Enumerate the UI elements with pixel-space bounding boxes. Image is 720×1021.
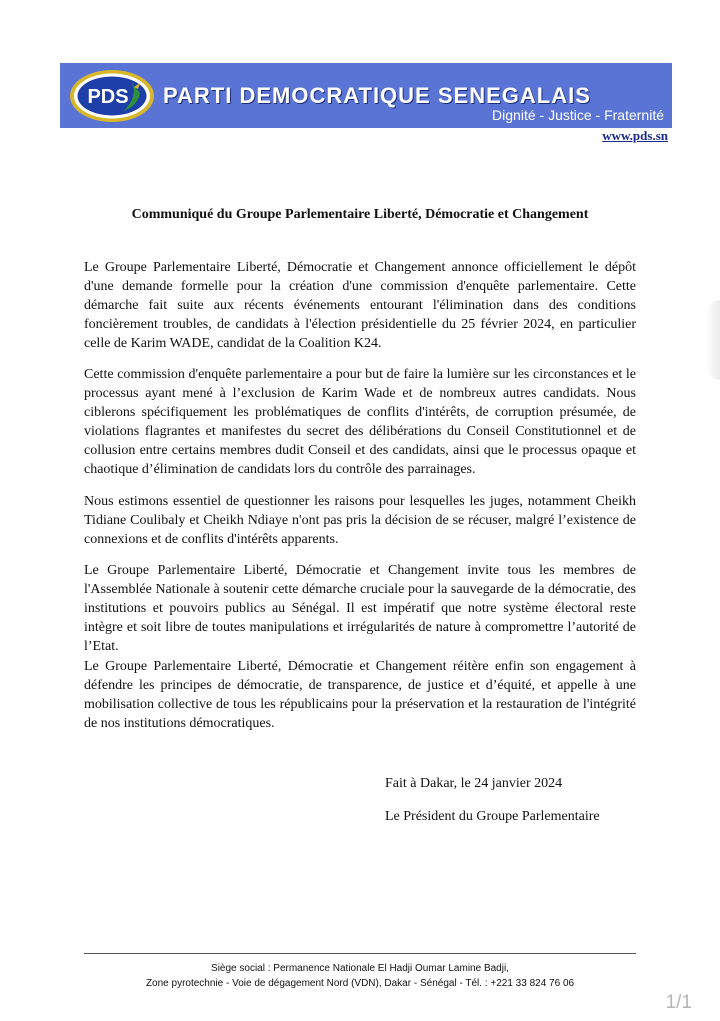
scroll-edge-shadow <box>706 300 720 380</box>
party-motto: Dignité - Justice - Fraternité <box>492 107 664 123</box>
party-name: PARTI DEMOCRATIQUE SENEGALAIS <box>163 83 591 108</box>
paragraph: Le Groupe Parlementaire Liberté, Démocratie et Changement invite tous les membres de l'Assemblée Nationale à soutenir cette démarche cruciale pour la sauvegarde de la démocratie, des institutions et pouvoirs publics au Sénégal. Il est impératif que notre système électoral reste intègre et soit libre de toutes manipulations et irrégularités de nature à compromettre l’autorité de l’Etat. <box>84 563 636 654</box>
footer-address <box>0 961 720 991</box>
place-date: Fait à Dakar, le 24 janvier 2024 <box>385 776 563 791</box>
page-indicator: 1/1 <box>665 992 692 1013</box>
footer-line: Zone pyrotechnie - Voie de dégagement Nord (VDN), Dakar - Sénégal - Tél. : +221 33 824 76 06 <box>145 978 575 989</box>
signatory: Le Président du Groupe Parlementaire <box>385 809 600 824</box>
pds-logo <box>68 67 160 125</box>
paragraph: Le Groupe Parlementaire Liberté, Démocratie et Changement réitère enfin son engagement à défendre les principes de démocratie, de transparence, de justice et d’équité, et appelle à une mobilisation collective de tous les républicains pour la préservation et la restauration de l'intégrité de nos institutions démocratiques. <box>84 659 636 731</box>
website-link[interactable]: www.pds.sn <box>602 128 668 143</box>
footer-line: Siège social : Permanence Nationale El Hadji Oumar Lamine Badji, <box>211 963 509 974</box>
document-title: Communiqué du Groupe Parlementaire Liberté, Démocratie et Changement <box>131 207 589 222</box>
header-banner <box>60 63 672 128</box>
footer-divider <box>84 953 636 954</box>
paragraph: Nous estimons essentiel de questionner les raisons pour lesquelles les juges, notamment Cheikh Tidiane Coulibaly et Cheikh Ndiaye n'ont pas pris la décision de se récuser, malgré l’existence de connexions et de conflits d'intérêts apparents. <box>84 494 636 547</box>
logo-text: PDS <box>87 86 129 108</box>
paragraph: Cette commission d'enquête parlementaire a pour but de faire la lumière sur les circonstances et le processus ayant mené à l’exclusion de Karim Wade et de nombreux autres candidats. Nous ciblerons spécifiquement les problématiques de conflits d'intérêts, de corruption présumée, de violations flagrantes et manifestes du secret des délibérations du Conseil Constitutionnel et de collusion entre certains membres dudit Conseil et des candidats, ainsi que le processus opaque et chaotique d’élimination de candidats lors du contrôle des parrainages. <box>84 367 636 477</box>
paragraph: Le Groupe Parlementaire Liberté, Démocratie et Changement annonce officiellement le dépôt d'une demande formelle pour la création d'une commission d'enquête parlementaire. Cette démarche fait suite aux récents événements entourant l'élimination dans des conditions foncièrement troubles, de candidats à l'élection présidentielle du 25 février 2024, en particulier celle de Karim WADE, candidat de la Coalition K24. <box>84 260 636 351</box>
